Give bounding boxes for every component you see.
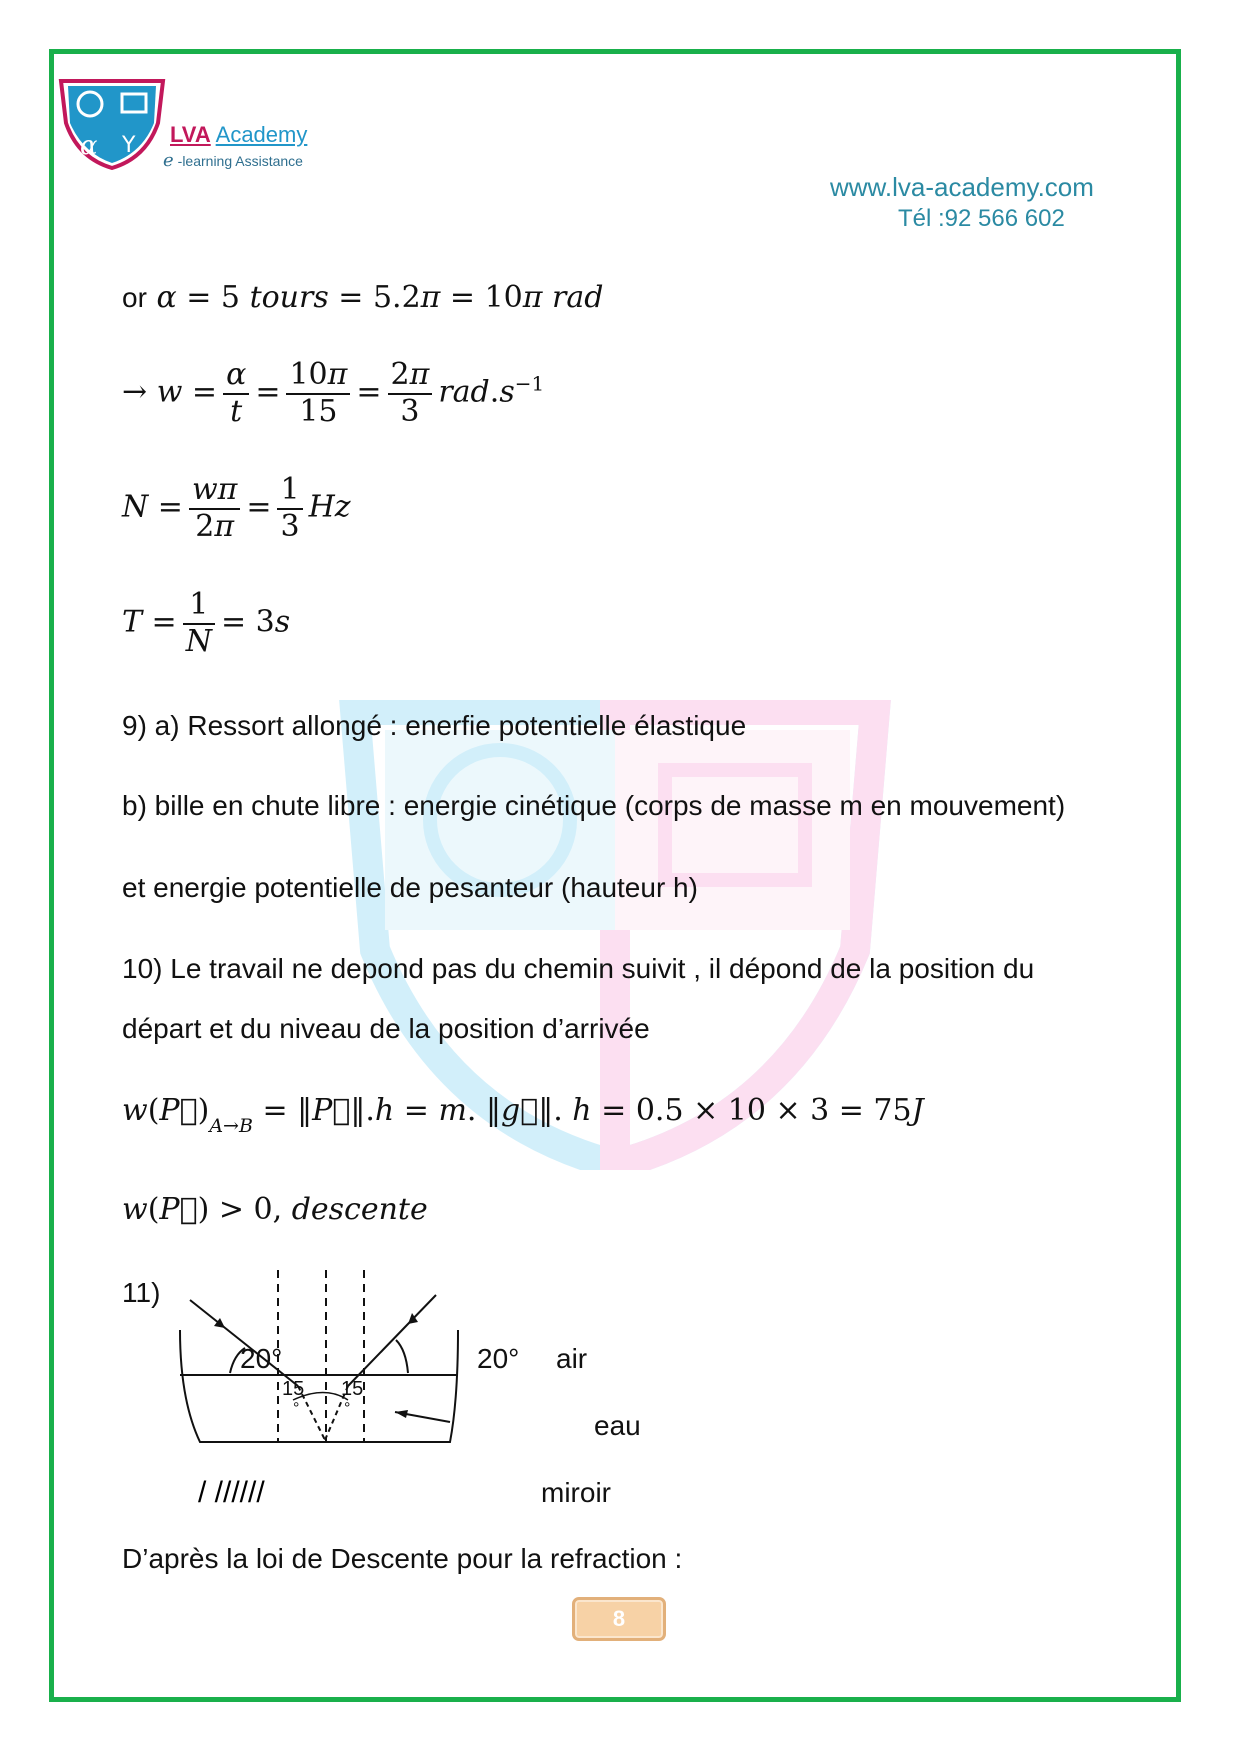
answer-10-line2: départ et du niveau de la position d’arrivée bbox=[122, 1013, 650, 1044]
tagline-text: -learning Assistance bbox=[177, 153, 303, 169]
mirror-label: miroir bbox=[541, 1477, 611, 1508]
lva-academy-logo bbox=[58, 78, 166, 170]
angle-label-right: 20° bbox=[477, 1343, 520, 1374]
phone-number: Tél :92 566 602 bbox=[898, 205, 1065, 232]
water-label: eau bbox=[594, 1410, 641, 1441]
hatch-marks: / ////// bbox=[198, 1476, 265, 1509]
inner-angle-right: 15 bbox=[341, 1378, 364, 1400]
equation-period: T = $\frac{1}{N}$ = 3s bbox=[122, 587, 291, 659]
website-link[interactable]: www.lva-academy.com bbox=[830, 172, 1094, 202]
air-label: air bbox=[556, 1343, 588, 1374]
inner-deg-left: ° bbox=[293, 1400, 300, 1417]
page-number-badge: 8 bbox=[572, 1597, 666, 1641]
brand-lva: LVA bbox=[170, 122, 211, 147]
conclusion-line: D’après la loi de Descente pour la refraction : bbox=[122, 1543, 683, 1574]
angle-label-left: 20° bbox=[240, 1343, 283, 1374]
brand-name bbox=[170, 122, 307, 148]
brand-academy: Academy bbox=[215, 122, 308, 147]
answer-10-line1: 10) Le travail ne depond pas du chemin suivit , il dépond de la position du bbox=[122, 953, 1035, 984]
inner-angle-left: 15 bbox=[282, 1378, 305, 1400]
equation-work-sign: w(P⃗) > 0, descente bbox=[122, 1192, 428, 1227]
tagline bbox=[163, 150, 303, 171]
inner-deg-right: ° bbox=[344, 1400, 351, 1417]
equation-alpha: or α = 5 tours = 5.2π = 10π rad bbox=[122, 280, 604, 315]
contact-block bbox=[830, 172, 1160, 233]
equation-frequency: N = $\frac{w\pi}{2\pi}$ = $\frac{1}{3}$ Hz bbox=[122, 472, 351, 544]
refraction-diagram bbox=[150, 1270, 710, 1520]
svg-text:Y: Y bbox=[122, 133, 136, 158]
question-11-label: 11) bbox=[122, 1277, 161, 1308]
equation-work: $w(P⃗)_{A\to B}$ = ‖P⃗‖.h = m. ‖g⃗‖. h = 0.5 × 10 × 3 = 75J bbox=[122, 1093, 924, 1137]
svg-text:α: α bbox=[80, 131, 98, 161]
equation-omega: → w = $\frac{\alpha}{t}$ = $\frac{10\pi}{15}$ = $\frac{2\pi}{3}$ $rad.s^{-1}$ bbox=[122, 357, 545, 429]
answer-9a: 9) a) Ressort allongé : enerfie potentielle élastique bbox=[122, 710, 747, 741]
tagline-e: e bbox=[163, 150, 174, 171]
answer-9b: b) bille en chute libre : energie cinétique (corps de masse m en mouvement) bbox=[122, 790, 1066, 821]
answer-9b-continued: et energie potentielle de pesanteur (hauteur h) bbox=[122, 872, 698, 903]
